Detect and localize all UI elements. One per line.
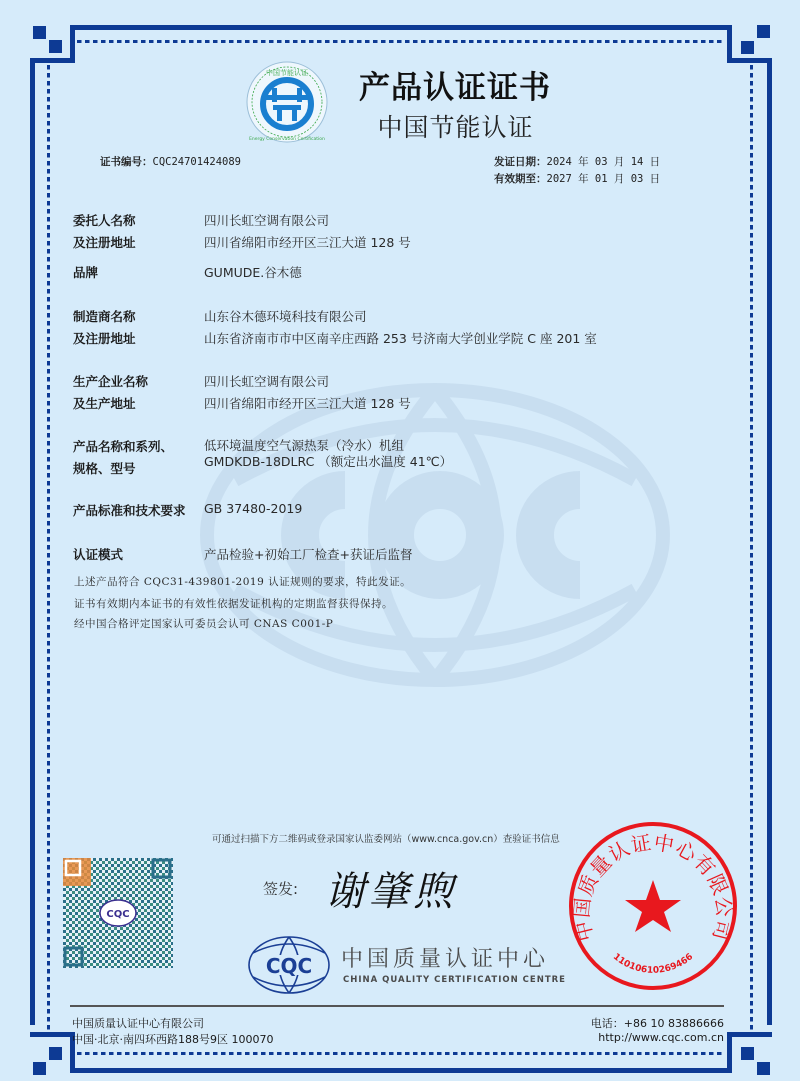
organization-name-en: CHINA QUALITY CERTIFICATION CENTRE <box>343 975 566 985</box>
field-value-standard: GB 37480-2019 <box>204 501 303 516</box>
footer-address: 中国·北京·南四环西路188号9区 100070 <box>72 1033 274 1046</box>
footer-website[interactable]: http://www.cqc.com.cn <box>598 1031 724 1044</box>
field-value-manufacturer: 山东谷木德环境科技有限公司 <box>204 309 367 324</box>
field-value-brand: GUMUDE.谷木德 <box>204 265 302 280</box>
svg-text:11010610269466: 11010610269466 <box>610 951 696 976</box>
corner-square <box>741 41 754 54</box>
issue-date <box>494 154 660 169</box>
field-value-cert-mode: 产品检验+初始工厂检查+获证后监督 <box>204 547 413 562</box>
issue-date-label: 发证日期： <box>494 156 547 168</box>
field-value-applicant-address: 四川省绵阳市经开区三江大道 128 号 <box>204 235 411 250</box>
field-label-applicant-address: 及注册地址 <box>73 235 136 250</box>
svg-text:Energy Conservation Certificat: Energy Conservation Certification <box>249 137 325 142</box>
corner-square <box>49 1047 62 1060</box>
field-value-applicant: 四川长虹空调有限公司 <box>204 213 330 228</box>
field-value-product-name: 低环境温度空气源热泵（冷水）机组 <box>204 438 405 453</box>
signature-label: 签发: <box>263 880 299 898</box>
svg-text:中国质量认证中心有限公司: 中国质量认证中心有限公司 <box>569 830 737 944</box>
verification-note: 可通过扫描下方二维码或登录国家认监委网站（www.cnca.gov.cn）查验证书信息 <box>212 834 560 845</box>
organization-name-cn: 中国质量认证中心 <box>341 947 550 972</box>
field-value-factory: 四川长虹空调有限公司 <box>204 374 330 389</box>
certificate-subtitle: 中国节能认证 <box>377 113 534 142</box>
field-label-brand: 品牌 <box>73 265 99 280</box>
field-value-manufacturer-address: 山东省济南市市中区南辛庄西路 253 号济南大学创业学院 C 座 201 室 <box>204 331 597 346</box>
issue-date-value: 2024 年 03 月 14 日 <box>546 156 661 168</box>
field-label-factory: 生产企业名称 <box>73 374 149 389</box>
statement-accreditation: 经中国合格评定国家认可委员会认可 CNAS C001-P <box>74 618 334 630</box>
corner-square <box>33 26 46 39</box>
field-label-manufacturer-address: 及注册地址 <box>73 331 136 346</box>
field-label-applicant: 委托人名称 <box>73 213 136 228</box>
certificate-number <box>100 154 241 169</box>
certificate-title: 产品认证证书 <box>359 70 551 106</box>
field-label-model: 规格、型号 <box>73 461 136 476</box>
cqc-globe-watermark <box>195 380 675 690</box>
svg-text:CQC: CQC <box>265 954 313 978</box>
signature: 谢肇煦 <box>325 869 457 915</box>
expiry-date-value: 2027 年 01 月 03 日 <box>546 173 661 185</box>
corner-square <box>49 40 62 53</box>
statement-compliance: 上述产品符合 CQC31-439801-2019 认证规则的要求，特此发证。 <box>74 576 412 588</box>
certificate-number-value: CQC24701424089 <box>152 156 242 168</box>
corner-square <box>741 1047 754 1060</box>
energy-conservation-logo <box>245 60 329 144</box>
corner-square <box>757 25 770 38</box>
official-seal <box>563 818 743 993</box>
field-value-model: GMDKDB-18DLRC （额定出水温度 41℃） <box>204 454 453 469</box>
footer-company: 中国质量认证中心有限公司 <box>72 1017 204 1030</box>
footer-phone: 电话：+86 10 83886666 <box>590 1017 724 1030</box>
statement-validity: 证书有效期内本证书的有效性依据发证机构的定期监督获得保持。 <box>74 598 393 610</box>
expiry-date-label: 有效期至： <box>494 173 547 185</box>
field-value-factory-address: 四川省绵阳市经开区三江大道 128 号 <box>204 396 411 411</box>
field-label-product-name: 产品名称和系列、 <box>73 439 174 454</box>
field-label-standard: 产品标准和技术要求 <box>73 503 186 518</box>
certificate-number-label: 证书编号： <box>100 156 153 168</box>
field-label-cert-mode: 认证模式 <box>73 547 124 562</box>
svg-text:CQC: CQC <box>106 909 130 920</box>
corner-square <box>33 1062 46 1075</box>
corner-square <box>757 1062 770 1075</box>
svg-text:中国节能认证: 中国节能认证 <box>266 69 308 77</box>
field-label-factory-address: 及生产地址 <box>73 396 136 411</box>
field-label-manufacturer: 制造商名称 <box>73 309 136 324</box>
cqc-logo <box>247 935 331 995</box>
expiry-date <box>494 171 660 186</box>
verification-qr-code[interactable] <box>63 858 173 968</box>
footer-divider <box>70 1005 724 1007</box>
